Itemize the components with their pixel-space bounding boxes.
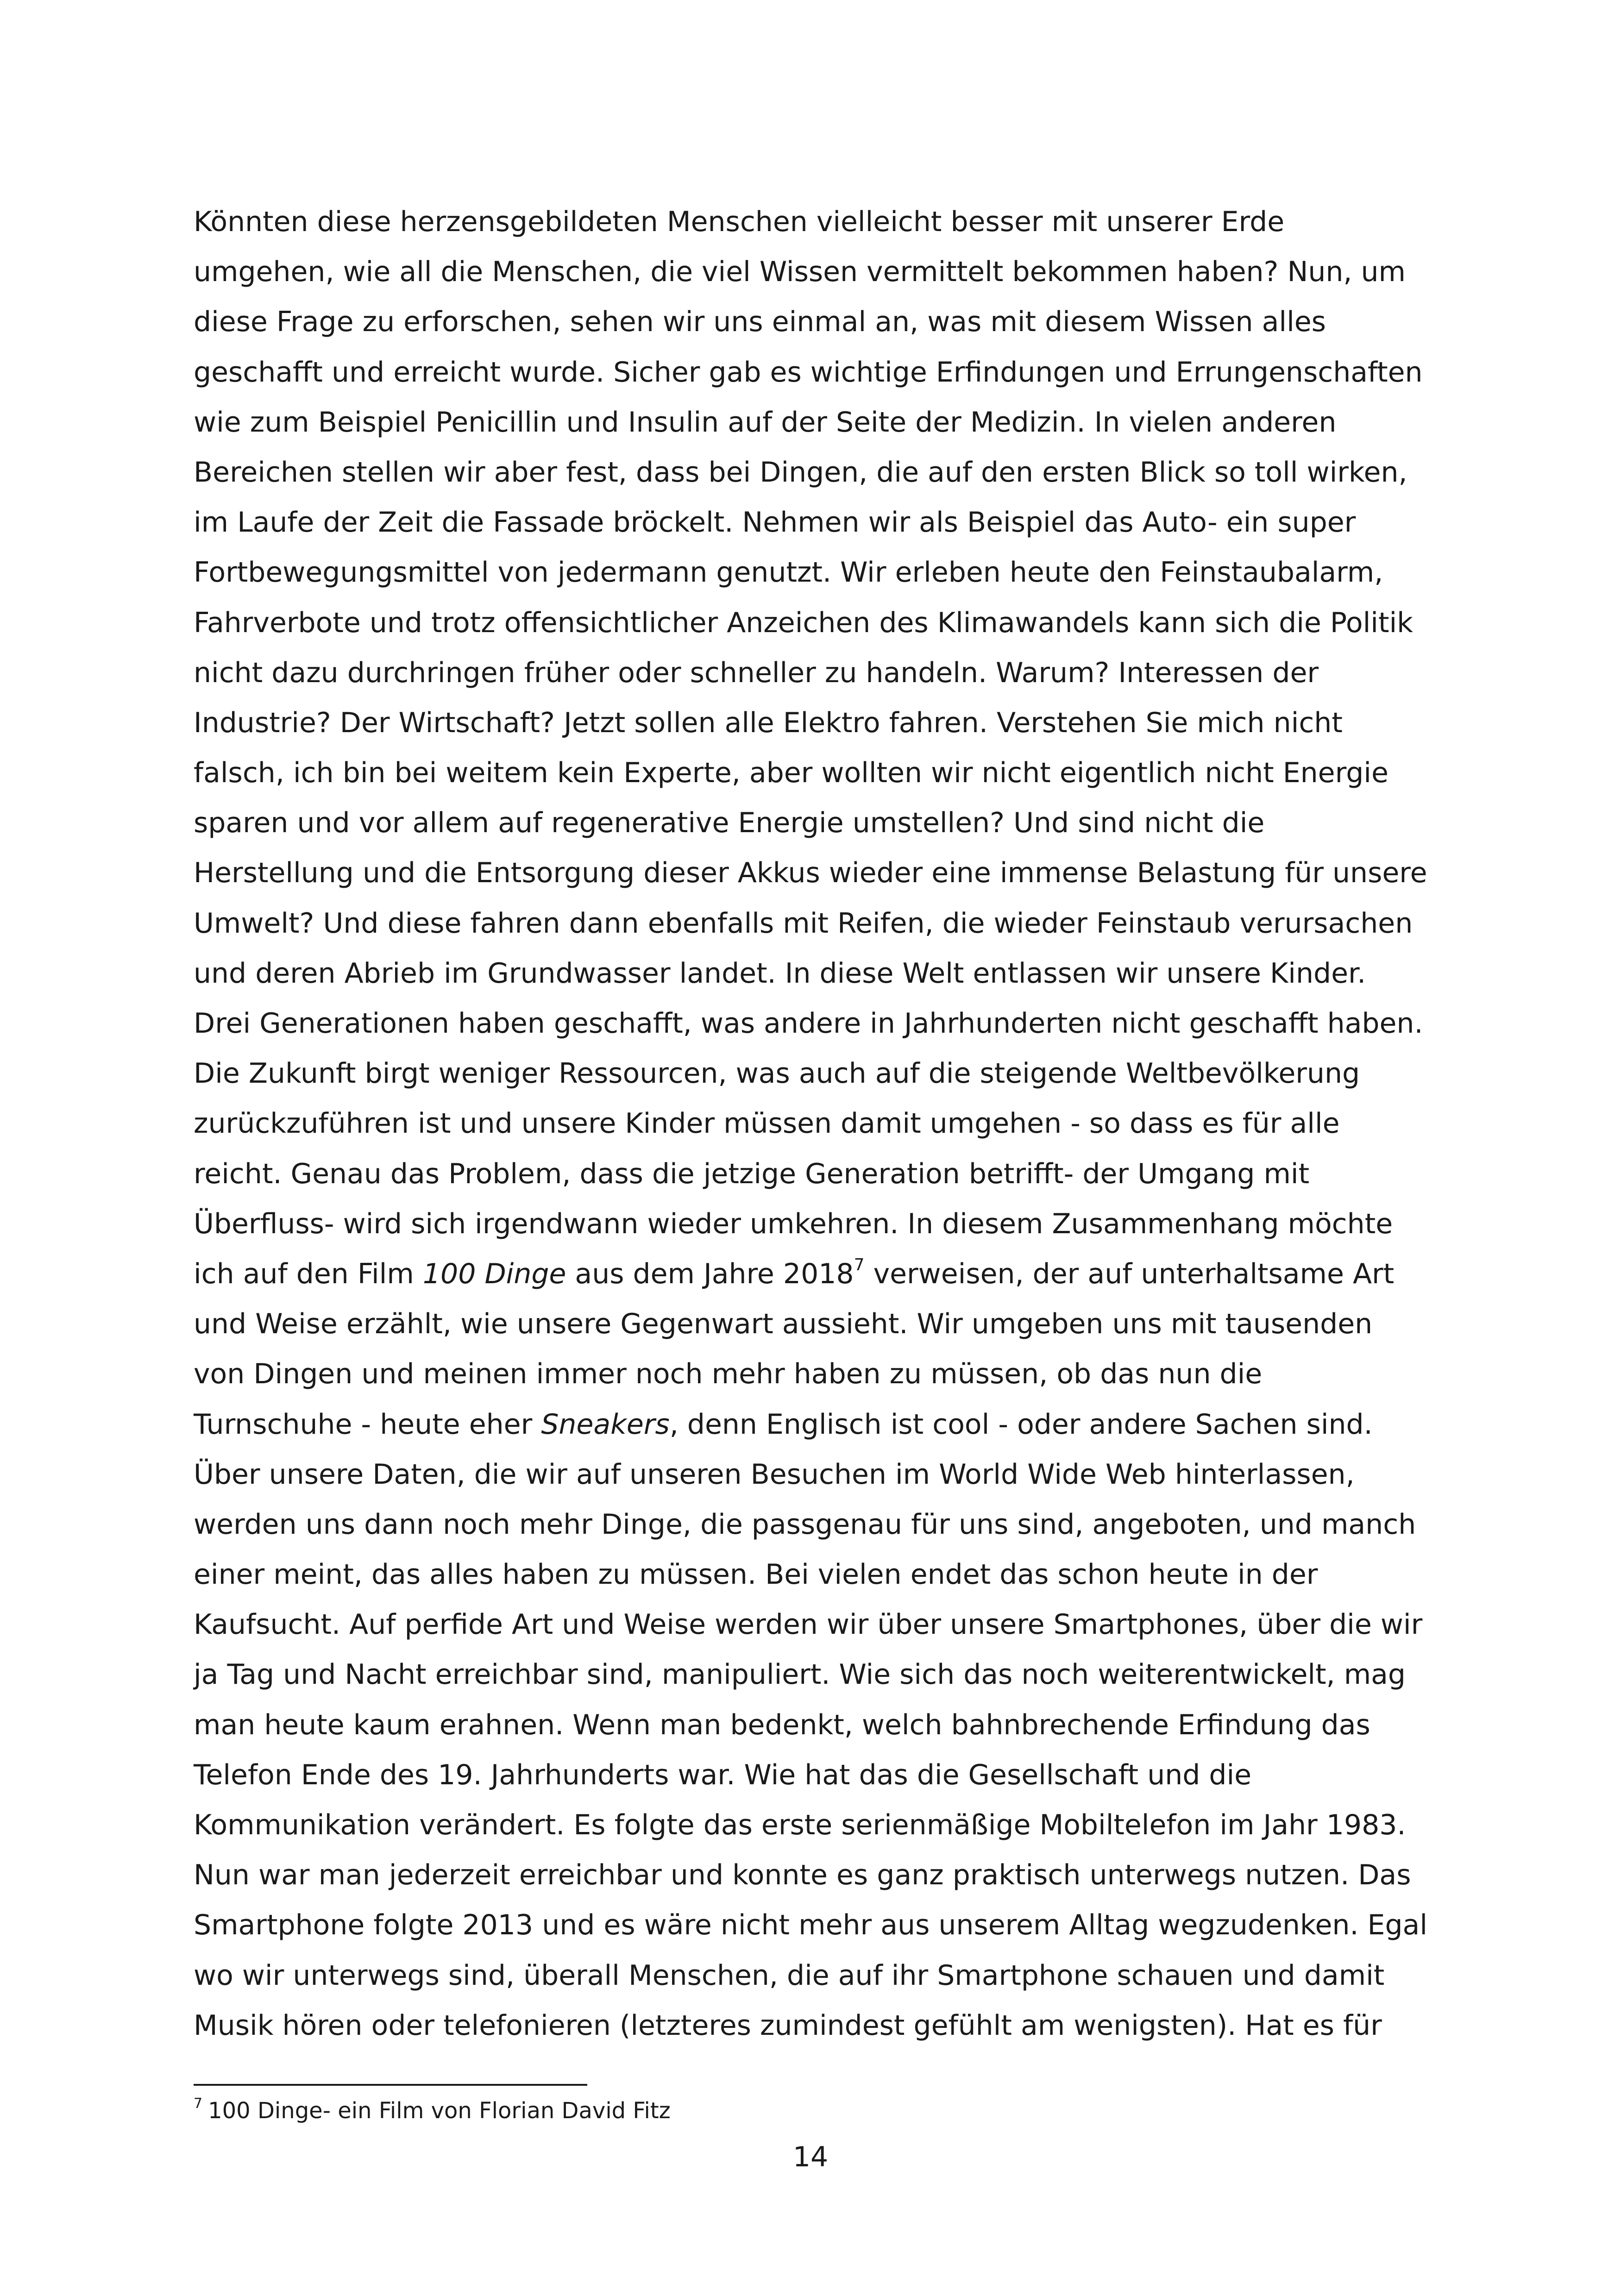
text-segment: , denn Englisch ist cool - oder andere Sachen sind.	[669, 1408, 1373, 1441]
text-line: Die Zukunft birgt weniger Ressourcen, was auch auf die steigende Weltbevölkerung	[194, 1057, 1360, 1090]
footnote-number: 7	[194, 2095, 203, 2112]
text-line: Kaufsucht. Auf perfide Art und Weise werden wir über unsere Smartphones, über die wir	[194, 1608, 1423, 1641]
text-line: Kommunikation verändert. Es folgte das erste serienmäßige Mobiltelefon im Jahr 1983.	[194, 1809, 1406, 1841]
text-line: Umwelt? Und diese fahren dann ebenfalls mit Reifen, die wieder Feinstaub verursachen	[194, 907, 1413, 940]
text-line: Musik hören oder telefonieren (letzteres zumindest gefühlt am wenigsten). Hat es für	[194, 2009, 1382, 2042]
text-line: einer meint, das alles haben zu müssen. Bei vielen endet das schon heute in der	[194, 1558, 1318, 1591]
text-line: zurückzuführen ist und unsere Kinder müssen damit umgehen - so dass es für alle	[194, 1107, 1340, 1140]
text-line: Über unsere Daten, die wir auf unseren Besuchen im World Wide Web hinterlassen,	[194, 1458, 1355, 1491]
text-segment: verweisen, der auf unterhaltsame Art	[864, 1257, 1395, 1290]
text-line: geschafft und erreicht wurde. Sicher gab es wichtige Erfindungen und Errungenschaften	[194, 356, 1423, 389]
page-number: 14	[792, 2141, 829, 2173]
text-segment: aus dem Jahre 2018	[566, 1257, 854, 1290]
text-line: sparen und vor allem auf regenerative Energie umstellen? Und sind nicht die	[194, 807, 1265, 840]
footnote-text: 100 Dinge- ein Film von Florian David Fitz	[208, 2098, 671, 2124]
text-line: Herstellung und die Entsorgung dieser Akkus wieder eine immense Belastung für unsere	[194, 857, 1427, 890]
text-line: wo wir unterwegs sind, überall Menschen, die auf ihr Smartphone schauen und damit	[194, 1959, 1385, 1992]
text-line-emphasis	[194, 1399, 1444, 1449]
text-line: man heute kaum erahnen. Wenn man bedenkt, welch bahnbrechende Erfindung das	[194, 1708, 1370, 1741]
text-line: wie zum Beispiel Penicillin und Insulin auf der Seite der Medizin. In vielen anderen	[194, 406, 1337, 439]
text-line: und deren Abrieb im Grundwasser landet. In diese Welt entlassen wir unsere Kinder.	[194, 957, 1366, 990]
text-line: im Laufe der Zeit die Fassade bröckelt. Nehmen wir als Beispiel das Auto- ein super	[194, 506, 1356, 539]
text-line: und Weise erzählt, wie unsere Gegenwart aussieht. Wir umgeben uns mit tausenden	[194, 1308, 1373, 1341]
text-line: diese Frage zu erforschen, sehen wir uns einmal an, was mit diesem Wissen alles	[194, 306, 1326, 339]
text-line: Bereichen stellen wir aber fest, dass bei Dingen, die auf den ersten Blick so toll wirken,	[194, 456, 1407, 489]
text-line: reicht. Genau das Problem, dass die jetzige Generation betrifft- der Umgang mit	[194, 1157, 1310, 1190]
text-line: Fahrverbote und trotz offensichtlicher Anzeichen des Klimawandels kann sich die Politik	[194, 606, 1413, 639]
text-line: von Dingen und meinen immer noch mehr haben zu müssen, ob das nun die	[194, 1358, 1263, 1391]
footnote	[194, 2097, 1444, 2125]
footnote-divider	[194, 2084, 587, 2086]
text-line: Telefon Ende des 19. Jahrhunderts war. Wie hat das die Gesellschaft und die	[194, 1758, 1252, 1791]
footnote-reference[interactable]: 7	[854, 1255, 865, 1274]
text-line: Fortbewegungsmittel von jedermann genutzt. Wir erleben heute den Feinstaubalarm,	[194, 556, 1383, 589]
body-text	[194, 197, 1444, 2051]
text-line: Könnten diese herzensgebildeten Menschen vielleicht besser mit unserer Erde	[194, 206, 1285, 238]
text-line: Überfluss- wird sich irgendwann wieder umkehren. In diesem Zusammenhang möchte	[194, 1207, 1393, 1240]
text-line: Drei Generationen haben geschafft, was andere in Jahrhunderten nicht geschafft haben.	[194, 1007, 1423, 1040]
text-segment: Turnschuhe - heute eher	[194, 1408, 541, 1441]
text-line: nicht dazu durchringen früher oder schneller zu handeln. Warum? Interessen der	[194, 656, 1319, 689]
text-line: Smartphone folgte 2013 und es wäre nicht mehr aus unserem Alltag wegzudenken. Egal	[194, 1909, 1427, 1942]
text-line: Industrie? Der Wirtschaft? Jetzt sollen alle Elektro fahren. Verstehen Sie mich nicht	[194, 706, 1343, 739]
text-line: Nun war man jederzeit erreichbar und konnte es ganz praktisch unterwegs nutzen. Das	[194, 1859, 1411, 1892]
emphasized-word: Sneakers	[541, 1408, 670, 1441]
text-line: falsch, ich bin bei weitem kein Experte, aber wollten wir nicht eigentlich nicht Energie	[194, 757, 1389, 790]
text-line: werden uns dann noch mehr Dinge, die passgenau für uns sind, angeboten, und manch	[194, 1508, 1416, 1541]
text-line: umgehen, wie all die Menschen, die viel Wissen vermittelt bekommen haben? Nun, um	[194, 256, 1406, 289]
text-line-film-reference	[194, 1249, 1444, 1299]
film-title: 100 Dinge	[422, 1257, 566, 1290]
text-segment: ich auf den Film	[194, 1257, 423, 1290]
text-line: ja Tag und Nacht erreichbar sind, manipuliert. Wie sich das noch weiterentwickelt, mag	[194, 1658, 1406, 1691]
